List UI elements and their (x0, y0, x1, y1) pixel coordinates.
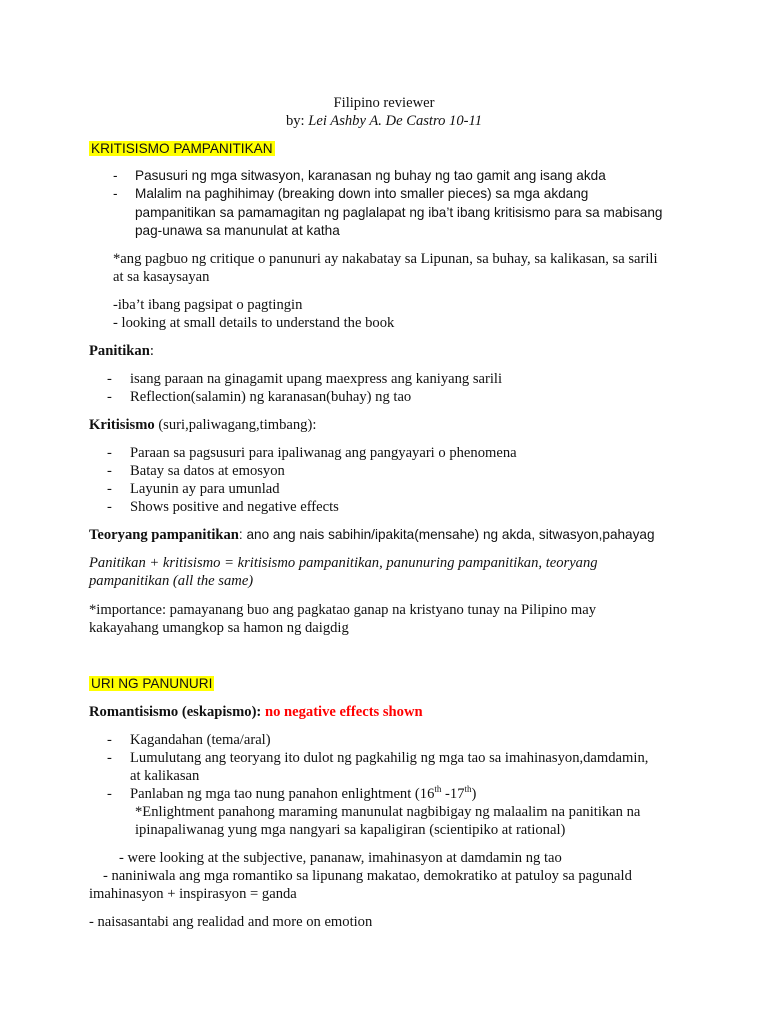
term-label: Kritisismo (89, 417, 155, 433)
term-kritisismo (89, 416, 316, 434)
enlightment-note: *Enlightment panahong maraming manunulat nagbibigay ng malaalim na panitikan na (135, 804, 641, 820)
bullet-text: Batay sa datos at emosyon (130, 463, 285, 479)
bullet-dash: - (107, 786, 112, 802)
bullet-dash: - (107, 499, 112, 515)
superscript-th: th (464, 784, 472, 795)
enlightment-note-cont: ipinapaliwanag yung mga nangyari sa kapaligiran (scientipiko at rational) (135, 822, 566, 838)
bullet-text-cont: at kalikasan (130, 768, 200, 784)
bullet-text: Kagandahan (tema/aral) (130, 732, 271, 748)
panlaban-post: ) (471, 786, 477, 802)
term-definition: : ano ang nais sabihin/ipakita(mensahe) ng akda, sitwasyon,pahayag (238, 527, 655, 542)
bullet-dash: - (107, 389, 112, 405)
note-small-details: - looking at small details to understand the book (113, 315, 395, 331)
term-label: Panitikan (89, 343, 150, 359)
bullet-dash: - (107, 463, 112, 479)
term-panitikan (89, 342, 154, 360)
bullet-text: Layunin ay para umunlad (130, 481, 280, 497)
note-naniniwala: - naniniwala ang mga romantiko sa lipunang makatao, demokratiko at patuloy sa pagunald (103, 868, 632, 884)
bullet-dash: - (107, 750, 112, 766)
importance-line-cont: kakayahang umangkop sa hamon ng daigdig (89, 620, 349, 636)
bullet-text: Shows positive and negative effects (130, 499, 339, 515)
note-critique-cont: at sa kasaysayan (113, 269, 210, 285)
note-imahinasyon: imahinasyon + inspirasyon = ganda (89, 886, 297, 902)
equation-line: Panitikan + kritisismo = kritisismo pampanitikan, panunuring pampanitikan, teoryang (89, 555, 598, 571)
term-teoryang (89, 526, 655, 544)
note-subjective: - were looking at the subjective, pananaw, imahinasyon at damdamin ng tao (119, 850, 562, 866)
panlaban-mid: -17 (441, 786, 465, 802)
term-label: Teoryang pampanitikan (89, 527, 239, 543)
section-heading-uri (89, 675, 214, 693)
bullet-text: Pasusuri ng mga sitwasyon, karanasan ng buhay ng tao gamit ang isang akda (135, 168, 606, 183)
bullet-dash: - (107, 445, 112, 461)
author-line (0, 112, 768, 130)
bullet-dash: - (113, 168, 118, 183)
bullet-text-cont: pag-unawa sa manunulat at katha (135, 223, 340, 238)
term-label: Romantisismo (eskapismo): (89, 704, 262, 720)
highlighted-heading: KRITISISMO PAMPANITIKAN (91, 141, 273, 156)
document-title: Filipino reviewer (333, 95, 435, 111)
importance-line: *importance: pamayanang buo ang pagkatao ganap na kristyano tunay na Pilipino may (89, 602, 596, 618)
bullet-text: isang paraan na ginagamit upang maexpress ang kaniyang sarili (130, 371, 503, 387)
term-colon: : (149, 343, 154, 359)
bullet-text-cont: pampanitikan sa pamamagitan ng paglalapat ng iba’t ibang kritisismo para sa mabisang (135, 205, 663, 220)
red-note: no negative effects shown (264, 704, 423, 720)
bullet-dash: - (107, 732, 112, 748)
note-pagsipat: -iba’t ibang pagsipat o pagtingin (113, 297, 303, 313)
by-prefix: by: (285, 113, 309, 129)
term-definition: (suri,paliwagang,timbang): (154, 417, 317, 433)
term-romantisismo (89, 703, 423, 721)
bullet-text-panlaban (130, 785, 476, 803)
superscript-th: th (434, 784, 442, 795)
author-name: Lei Ashby A. De Castro 10-11 (308, 113, 483, 129)
section-heading-kritisismo (89, 140, 275, 158)
bullet-text: Lumulutang ang teoryang ito dulot ng pagkahilig ng mga tao sa imahinasyon,damdamin, (130, 750, 649, 766)
panlaban-text: Panlaban ng mga tao nung panahon enlightment (16 (130, 786, 435, 802)
note-critique: *ang pagbuo ng critique o panunuri ay nakabatay sa Lipunan, sa buhay, sa kalikasan, sa sarili (113, 251, 658, 267)
bullet-text: Malalim na paghihimay (breaking down into smaller pieces) sa mga akdang (135, 186, 589, 201)
bullet-text: Reflection(salamin) ng karanasan(buhay) ng tao (130, 389, 412, 405)
note-naisasantabi: - naisasantabi ang realidad and more on emotion (89, 914, 373, 930)
highlighted-heading: URI NG PANUNURI (91, 676, 213, 691)
bullet-dash: - (107, 481, 112, 497)
bullet-text: Paraan sa pagsusuri para ipaliwanag ang pangyayari o phenomena (130, 445, 517, 461)
bullet-dash: - (107, 371, 112, 387)
bullet-dash: - (113, 186, 118, 201)
equation-line-cont: pampanitikan (all the same) (89, 573, 254, 589)
